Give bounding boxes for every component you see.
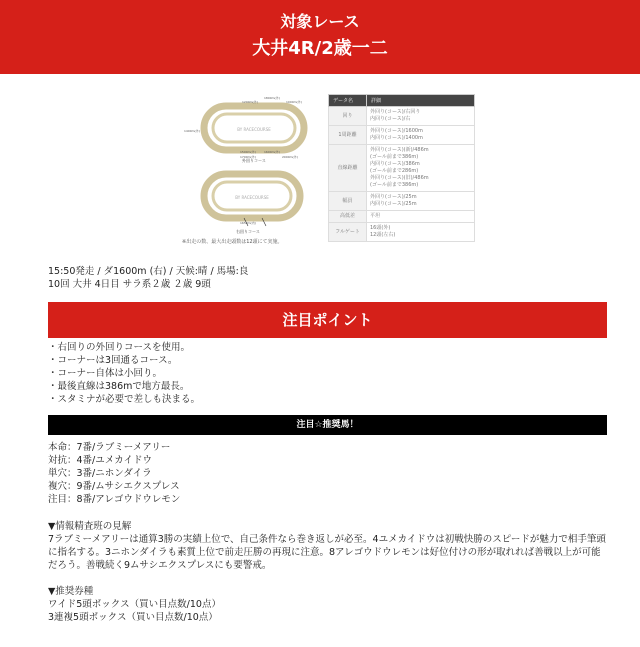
table-header-cell: データ名 xyxy=(329,95,367,107)
focus-points-list xyxy=(48,341,200,406)
distance-label: 1400m(外) xyxy=(184,129,200,133)
table-key-cell: 回り xyxy=(329,107,367,126)
analysis-body: 7ラブミーメアリーは通算3勝の実績上位で、自己条件なら巻き返しが必至。4ユメカイドウは初戦快勝のスピードが魅力で相手筆頭に指名する。3ニホンダイラも素質上位で前走圧勝の再現に注意。8アレゴウドウレモンは好位付けの形が取れれば善戦以上が可能だろう。善戦続く9ムサシエクスプレスにも要警戒。 xyxy=(48,534,606,571)
course-data-table xyxy=(328,94,475,242)
bet-recommendation xyxy=(48,585,221,624)
table-row xyxy=(329,211,475,223)
watermark-inner: BY RACECOURSE xyxy=(235,195,269,200)
bet-line: 3連複5頭ボックス（買い目点数/10点） xyxy=(48,612,218,623)
race-conditions: 15:50発走 / ダ1600m (右) / 天候:晴 / 馬場:良 xyxy=(48,266,249,277)
table-row xyxy=(329,145,475,192)
list-item: ・コーナー自体は小回り。 xyxy=(48,368,163,379)
table-value-cell: 外回り(コース)/右回り 内回り(コース)/右 xyxy=(367,107,475,126)
table-header-cell: 詳細 xyxy=(367,95,475,107)
race-meeting: 10回 大井 4日目 サラ系２歳 ２歳 9頭 xyxy=(48,279,211,290)
table-value-cell: 外回り(コース)/25m 内回り(コース)/25m xyxy=(367,192,475,211)
table-row xyxy=(329,126,475,145)
list-item: 単穴：3番/ニホンダイラ xyxy=(48,468,152,479)
list-item: ・コーナーは3回通るコース。 xyxy=(48,355,178,366)
list-item: 注目：8番/アレゴウドウレモン xyxy=(48,494,181,505)
course-map-image xyxy=(182,90,320,250)
outer-course-track xyxy=(184,95,304,163)
analysis-section xyxy=(48,520,608,572)
title-banner xyxy=(0,0,640,74)
distance-label: 1700m(外) xyxy=(240,155,256,159)
inner-course-label: 右回りコース xyxy=(236,229,260,234)
distance-label: 1000m(外) xyxy=(286,100,302,104)
table-row xyxy=(329,223,475,242)
list-item: ・スタミナが必要で差しも決まる。 xyxy=(48,394,201,405)
list-item: 本命：7番/ラブミーメアリー xyxy=(48,442,171,453)
banner-race-name: 大井4R/2歳一二 xyxy=(252,38,388,59)
table-value-cell: 16頭(外) 12頭(左右) xyxy=(367,223,475,242)
distance-label: 1800m(外) xyxy=(264,96,280,100)
bet-line: ワイド5頭ボックス（買い目点数/10点） xyxy=(48,599,221,610)
list-item: ・最後直線は386mで地方最長。 xyxy=(48,381,190,392)
outer-course-label: 外回りコース xyxy=(242,158,266,163)
table-key-cell: 幅員 xyxy=(329,192,367,211)
table-row xyxy=(329,107,475,126)
inner-course-track xyxy=(204,174,300,234)
analysis-heading: ▼情報精査班の見解 xyxy=(48,521,132,532)
picks-header: 注目☆推奨馬！ xyxy=(48,415,607,435)
table-key-cell: 直線距離 xyxy=(329,145,367,192)
distance-label: 1650m(内) xyxy=(240,221,256,225)
focus-points-header: 注目ポイント xyxy=(48,302,607,338)
bets-heading: ▼推奨券種 xyxy=(48,586,94,597)
course-footnote: ※出走の数、最大出走頭数は12頭にて実施。 xyxy=(182,239,283,245)
distance-label: 1500m(外) xyxy=(240,150,256,154)
race-info xyxy=(48,265,248,291)
table-key-cell: 高低差 xyxy=(329,211,367,223)
distance-label: 2000m(外) xyxy=(282,155,298,159)
table-key-cell: フルゲート xyxy=(329,223,367,242)
distance-label: 1200m(外) xyxy=(242,100,258,104)
table-value-cell: 外回り(コース)(新)/486m (ゴール前まで386m) 内回り(コース)/386m (ゴール前まで286m) 外回り(コース)(旧)/486m (ゴール前まで386m) xyxy=(367,145,475,192)
list-item: ・右回りの外回りコースを使用。 xyxy=(48,342,191,353)
table-value-cell: 外回り(コース)/1600m 内回り(コース)/1400m xyxy=(367,126,475,145)
table-key-cell: 1周距離 xyxy=(329,126,367,145)
list-item: 複穴：9番/ムサシエクスプレス xyxy=(48,481,180,492)
table-value-cell: 平坦 xyxy=(367,211,475,223)
list-item: 対抗：4番/ユメカイドウ xyxy=(48,455,152,466)
banner-title: 対象レース xyxy=(280,12,360,31)
table-row xyxy=(329,192,475,211)
picks-list xyxy=(48,441,180,506)
watermark-outer: BY RACECOURSE xyxy=(237,127,271,132)
table-header-row xyxy=(329,95,475,107)
distance-label: 1600m(外) xyxy=(264,150,280,154)
